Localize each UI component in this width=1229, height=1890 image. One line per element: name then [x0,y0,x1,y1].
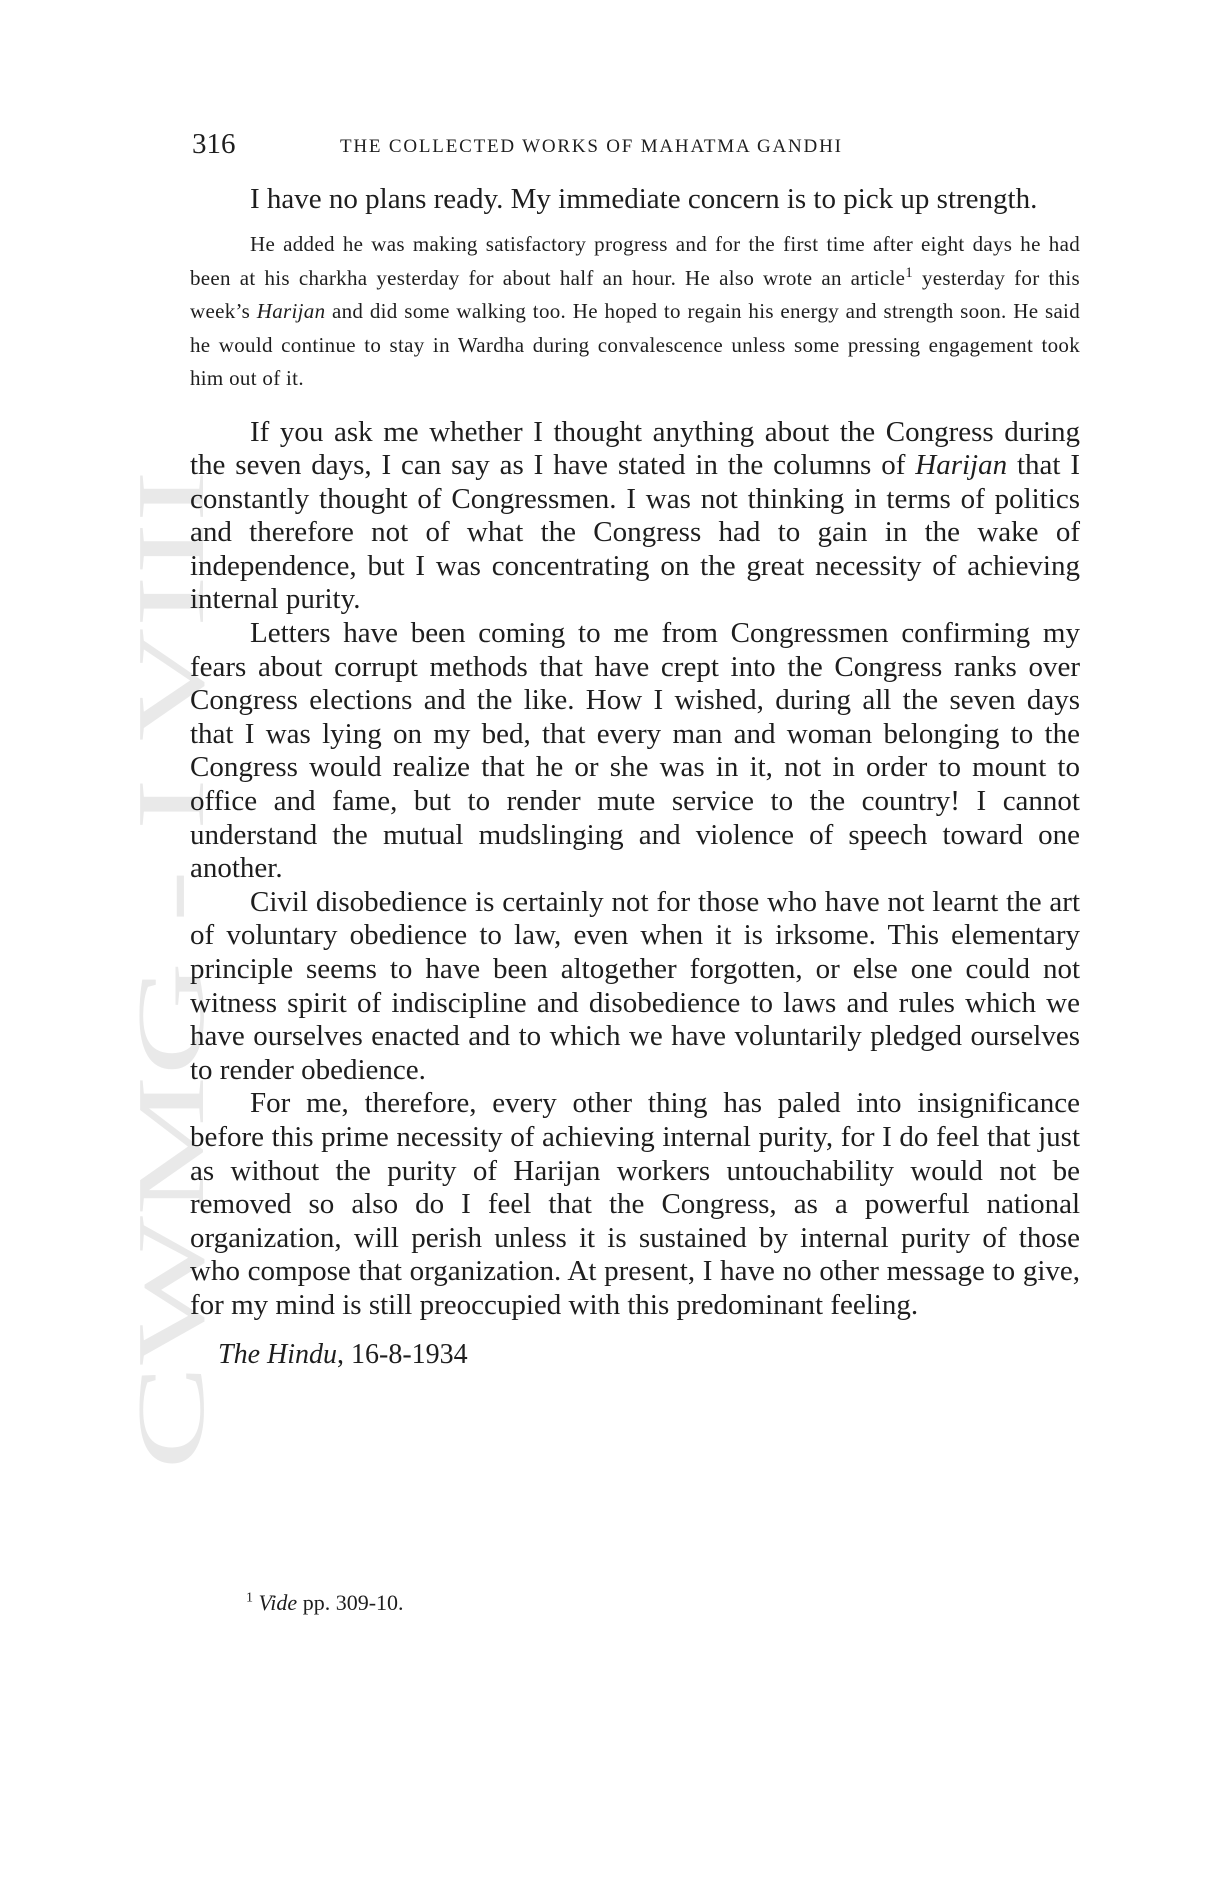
footnote [246,1590,404,1616]
report-paragraph [190,228,1080,396]
paragraph-1-text-b: that I constantly thought of Congressmen. I was not thinking in terms of politics and therefore not of what the Congress had to gain in the wake of independence, but I was concentrating on the great necessity of achieving internal purity. [190,449,1080,616]
source-date: , 16-8-1934 [337,1338,468,1370]
body-paragraph-2: Letters have been coming to me from Congressmen confirming my fears about corrupt methods that have crept into the Congress ranks over Congress elections and the like. How I wished, during all the seven days that I was lying on my bed, that every man and woman belonging to the Congress would realize that he or she was in it, not in order to mount to office and fame, but to render mute service to the country! I cannot understand the mutual mudslinging and violence of speech toward one another. [190,617,1080,885]
publication-name: Harijan [915,449,1008,482]
report-text-3: and did some walking too. He hoped to regain his energy and strength soon. He said he would continue to stay in Wardha during convalescence unless some pressing engagement took him out of it. [190,299,1080,390]
paragraph-1-text-a: If you ask me whether I thought anything about the Congress during the seven days, I can say as I have stated in the columns of [190,415,1080,482]
page-header [192,128,1080,168]
source-name: The Hindu [218,1338,337,1370]
page-body [190,182,1080,1371]
footnote-reference: 1 [905,264,914,281]
source-citation [218,1339,1080,1371]
body-paragraph-1 [190,416,1080,618]
body-paragraph-3: Civil disobedience is certainly not for those who have not learnt the art of voluntary obedience to law, even when it is irksome. This elementary principle seems to have been altogether forgotten, or else one could not witness spirit of indiscipline and disobedience to laws and rules which we have ourselves enacted and to which we have voluntarily pledged ourselves to render obedience. [190,885,1080,1086]
lead-paragraph: I have no plans ready. My immediate concern is to pick up strength. [250,183,1038,215]
running-head: THE COLLECTED WORKS OF MAHATMA GANDHI [340,136,843,157]
footnote-text: pp. 309-10. [297,1590,404,1615]
page-number: 316 [192,128,236,160]
footnote-vide: Vide [258,1590,298,1615]
footnote-mark: 1 [246,1590,253,1606]
publication-name: Harijan [256,299,326,323]
body-paragraph-4: For me, therefore, every other thing has paled into insignificance before this prime necessity of achieving internal purity, for I do feel that just as without the purity of Harijan workers untouchability would not be removed so also do I feel that the Congress, as a powerful national organization, will perish unless it is sustained by internal purity of those who compose that organization. At present, I have no other message to give, for my mind is still preoccupied with this predominant feeling. [190,1087,1080,1321]
report-text-1: He added he was making satisfactory progress and for the first time after eight days he had been at his charkha yesterday for about half an hour. He also wrote an article [190,232,1080,290]
watermark-text: CWMG - I VIII [117,861,224,1470]
report-text-2: yesterday for this week’s [190,265,1080,323]
